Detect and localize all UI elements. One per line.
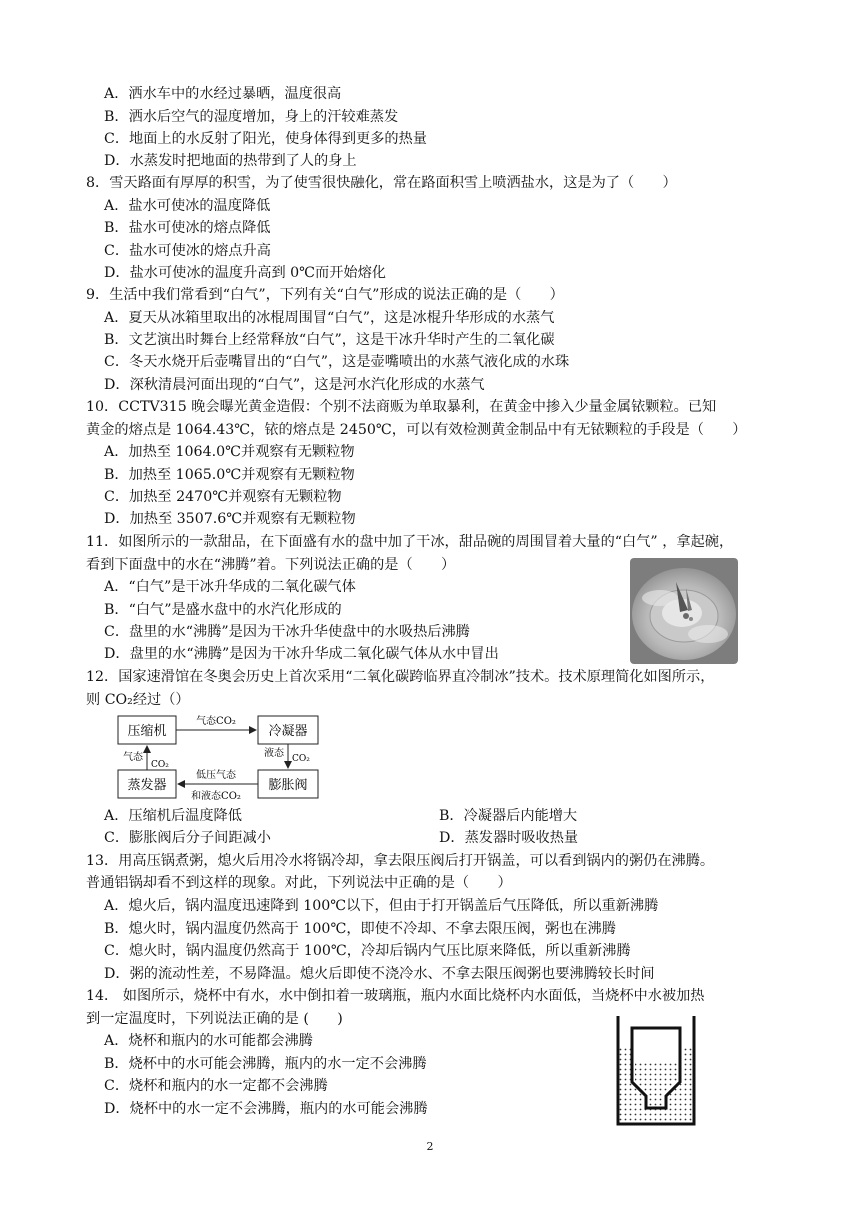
evaporator-label: 蒸发器 [127,778,167,793]
q14-stem-line1: 14． 如图所示，烧杯中有水，水中倒扣着一玻璃瓶，瓶内水面比烧杯内水面低，当烧杯中水被加热 [86,988,705,1004]
right-arrow-label-1: 液态 [264,748,284,759]
q10-option-c: C．加热至 2470℃并观察有无颗粒物 [104,489,342,505]
q9-option-b: B．文艺演出时舞台上经常释放“白气”，这是干冰升华时产生的二氧化碳 [104,332,555,348]
q9-option-d: D．深秋清晨河面出现的“白气”，这是河水汽化形成的水蒸气 [104,377,485,393]
left-arrow-label-2: CO₂ [151,760,169,770]
compressor-label: 压缩机 [127,724,167,739]
q10-option-b: B．加热至 1065.0℃并观察有无颗粒物 [104,467,355,483]
q8-option-b: B．盐水可使冰的熔点降低 [104,220,271,236]
q8-option-a: A．盐水可使冰的温度降低 [104,198,271,214]
q8-stem: 8．雪天路面有厚厚的积雪，为了使雪很快融化，常在路面积雪上喷洒盐水，这是为了（ ） [86,175,677,191]
q9-stem: 9．生活中我们常看到“白气”，下列有关“白气”形成的说法正确的是（ ） [86,287,564,303]
page-number: 2 [426,1140,434,1153]
q9-option-a: A．夏天从冰箱里取出的冰棍周围冒“白气”，这是冰棍升华形成的水蒸气 [104,310,555,326]
q8-option-c: C．盐水可使冰的熔点升高 [104,243,271,259]
co2-cycle-diagram [112,708,332,806]
q12-option-a: A．压缩机后温度降低 [104,808,242,824]
q14-option-c: C．烧杯和瓶内的水一定都不会沸腾 [104,1078,328,1094]
left-arrow-label-1: 气态 [123,752,143,763]
q10-option-d: D．加热至 3507.6℃并观察有无颗粒物 [104,511,356,527]
q13-option-a: A．熄火后，锅内温度迅速降到 100℃以下，但由于打开锅盖后气压降低，所以重新沸腾 [104,898,659,914]
q7-option-c: C．地面上的水反射了阳光，使身体得到更多的热量 [104,131,427,147]
q13-stem-line2: 普通铝锅却看不到这样的现象。对此，下列说法中正确的是（ ） [86,875,512,891]
q11-stem-line1: 11．如图所示的一款甜品，在下面盛有水的盘中加了干冰，甜品碗的周围冒着大量的“白气” ，拿起碗， [86,534,734,550]
q7-option-d: D．水蒸发时把地面的热带到了人的身上 [104,153,357,169]
q12-option-b: B．冷凝器后内能增大 [439,808,578,824]
q12-stem-line1: 12．国家速滑馆在冬奥会历史上首次采用“二氧化碳跨临界直冷制冰”技术。技术原理简化如图所示， [86,669,715,685]
condenser-label: 冷凝器 [268,724,308,739]
q13-option-b: B．熄火时，锅内温度仍然高于 100℃，即使不冷却、不拿去限压阀，粥也在沸腾 [104,921,616,937]
q10-stem-line2: 黄金的熔点是 1064.43℃，铱的熔点是 2450℃，可以有效检测黄金制品中有无铱颗粒的手段是（ ） [86,422,747,438]
q14-option-a: A．烧杯和瓶内的水可能都会沸腾 [104,1033,313,1049]
q14-option-d: D．烧杯中的水一定不会沸腾，瓶内的水可能会沸腾 [104,1101,428,1117]
q12-stem-line2: 则 CO₂经过（） [86,692,190,708]
q9-option-c: C．冬天水烧开后壶嘴冒出的“白气”，这是壶嘴喷出的水蒸气液化成的水珠 [104,354,570,370]
q11-option-a: A．“白气”是干冰升华成的二氧化碳气体 [104,579,356,595]
q12-option-d: D．蒸发器时吸收热量 [439,830,579,846]
q11-option-c: C．盘里的水“沸腾”是因为干冰升华使盘中的水吸热后沸腾 [104,624,470,640]
q14-option-b: B．烧杯中的水可能会沸腾，瓶内的水一定不会沸腾 [104,1056,427,1072]
q11-option-b: B．“白气”是盛水盘中的水汽化形成的 [104,602,342,618]
q14-stem-line2: 到一定温度时，下列说法正确的是 ( ) [86,1011,343,1027]
q13-option-d: D．粥的流动性差，不易降温。熄火后即使不浇冷水、不拿去限压阀粥也要沸腾较长时间 [104,966,655,982]
bottom-arrow-label-1: 低压气态 [196,770,236,781]
q7-option-b: B．洒水后空气的湿度增加，身上的汗较难蒸发 [104,109,399,125]
bottom-arrow-label-2: 和液态CO₂ [191,791,241,802]
q8-option-d: D．盐水可使冰的温度升高到 0℃而开始熔化 [104,265,386,281]
q11-stem-line2: 看到下面盘中的水在“沸腾”着。下列说法正确的是（ ） [86,557,456,573]
beaker-diagram [608,1012,704,1130]
q12-option-c: C．膨胀阀后分子间距减小 [104,830,271,846]
right-arrow-label-2: CO₂ [292,754,310,764]
top-arrow-label: 气态CO₂ [196,716,236,727]
q11-option-d: D．盘里的水“沸腾”是因为干冰升华成二氧化碳气体从水中冒出 [104,646,499,662]
valve-label: 膨胀阀 [268,778,308,793]
q10-stem-line1: 10．CCTV315 晚会曝光黄金造假：个别不法商贩为单取暴利，在黄金中掺入少量金属铱颗粒。已知 [86,399,717,415]
q7-option-a: A．洒水车中的水经过暴晒，温度很高 [104,86,342,102]
q13-option-c: C．熄火时，锅内温度仍然高于 100℃，冷却后锅内气压比原来降低，所以重新沸腾 [104,943,631,959]
q10-option-a: A．加热至 1064.0℃并观察有无颗粒物 [104,444,355,460]
dessert-photo [630,558,738,664]
q13-stem-line1: 13．用高压锅煮粥，熄火后用冷水将锅冷却，拿去限压阀后打开锅盖，可以看到锅内的粥仍在沸腾。 [86,853,715,869]
